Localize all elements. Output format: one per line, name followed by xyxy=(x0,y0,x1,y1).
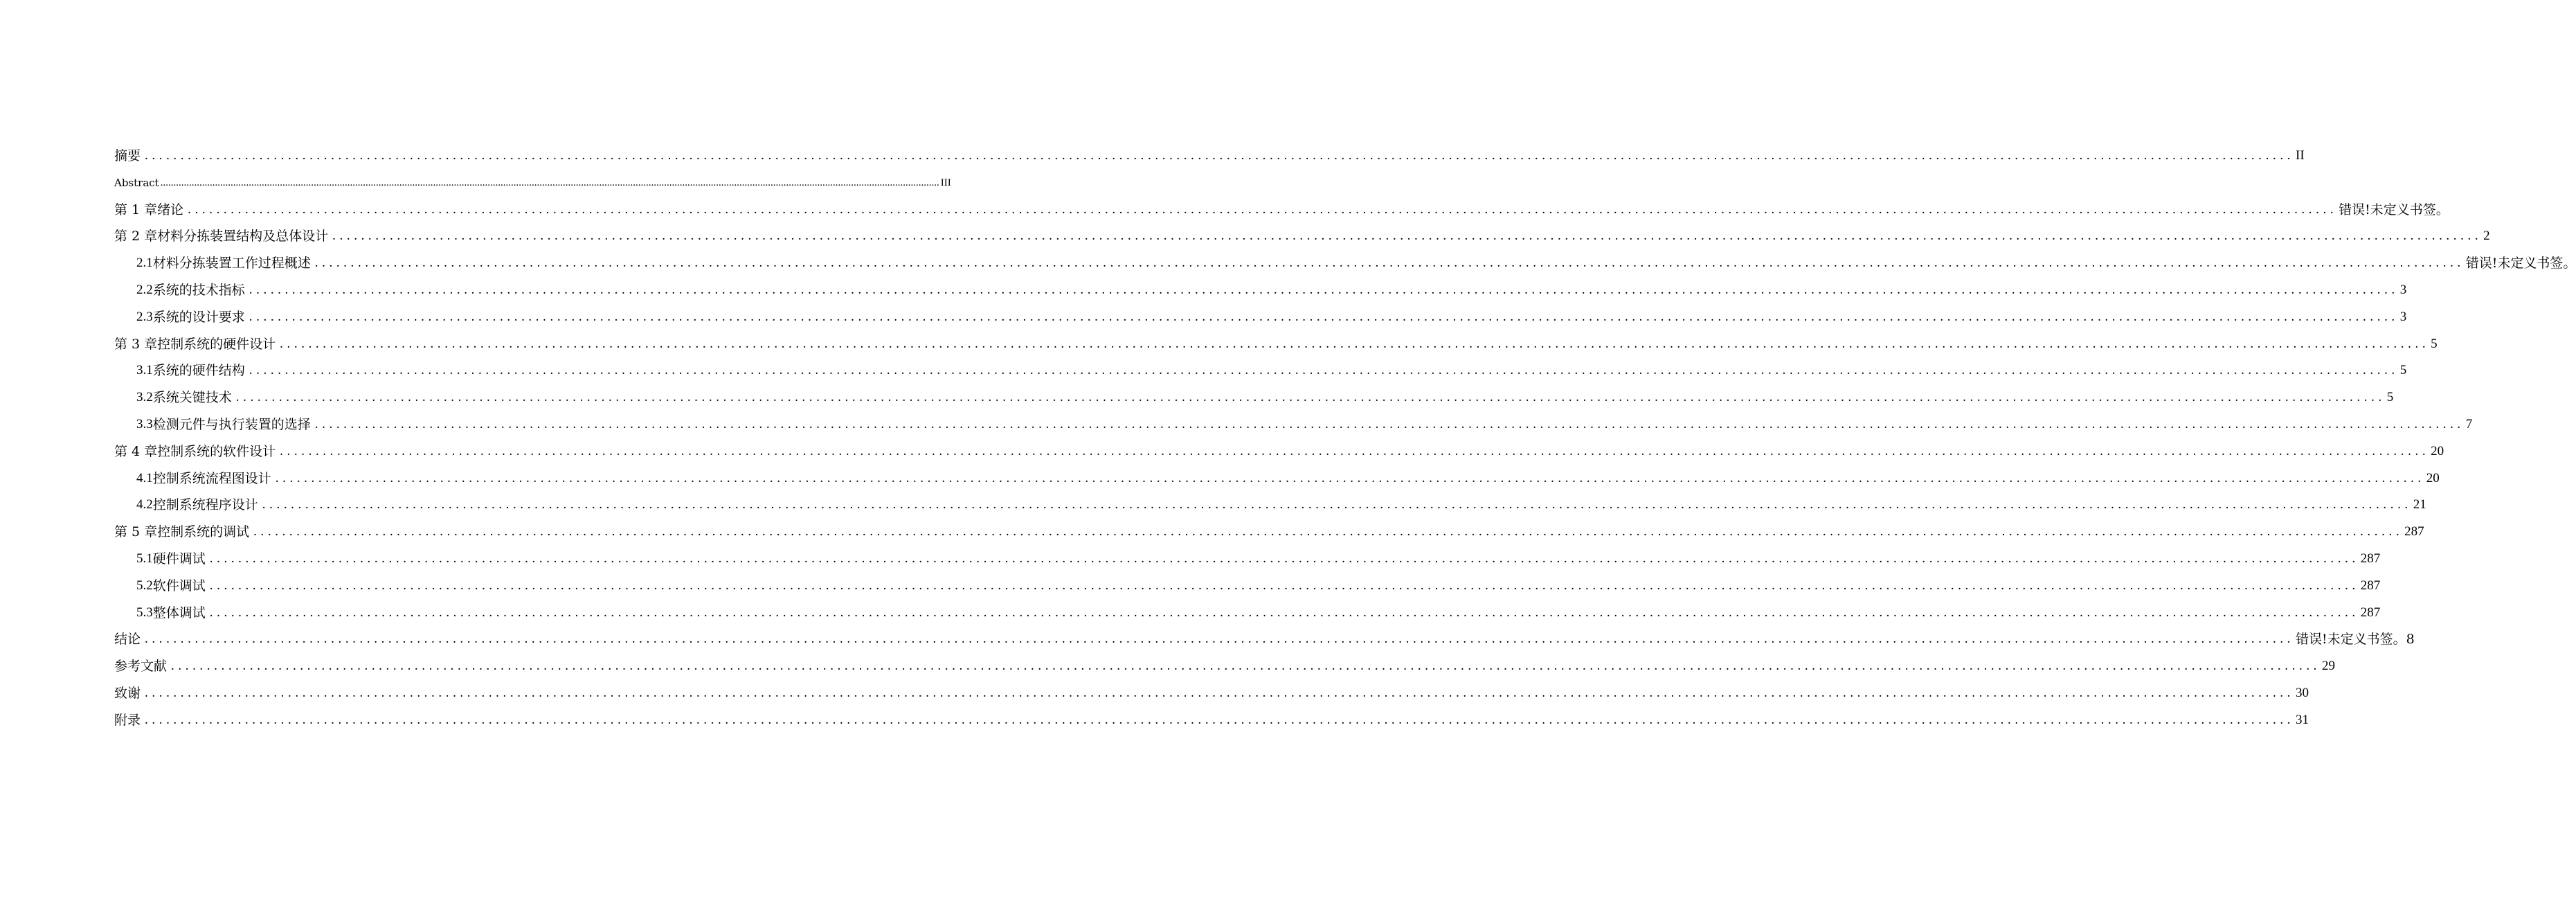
toc-entry[interactable] xyxy=(114,197,2449,224)
toc-entry-page-number: 287 xyxy=(2404,524,2424,539)
toc-entry-title: 控制系统程序设计 xyxy=(152,497,258,513)
toc-entry[interactable] xyxy=(114,492,2426,519)
toc-entry-title: 第 1 章绪论 xyxy=(114,202,184,217)
toc-entry-title: 系统的技术指标 xyxy=(152,282,245,298)
toc-entry-page-number: 2 xyxy=(2483,229,2490,244)
dot-leader: ............................................................................................................................................................................................................................................................................................................ xyxy=(249,309,2399,324)
toc-entry[interactable] xyxy=(114,438,2444,465)
toc-entry-page-number: 7 xyxy=(2465,416,2473,431)
toc-entry-title: 检测元件与执行装置的选择 xyxy=(152,416,311,432)
dot-leader: ............................................................................................................................................................................................................................................................................................................ xyxy=(314,416,2465,431)
toc-entry-title: 系统的硬件结构 xyxy=(152,363,245,379)
toc-entry-title: 附录 xyxy=(114,712,141,728)
toc-entry-number: 5.2 xyxy=(136,578,153,593)
toc-entry-title: 摘要 xyxy=(114,148,141,163)
toc-entry-page-number: III xyxy=(940,177,951,188)
toc-entry-number: 3.3 xyxy=(136,416,153,431)
toc-entry-number: 5.1 xyxy=(136,551,153,566)
toc-entry-page-number: 20 xyxy=(2431,443,2444,458)
toc-entry[interactable] xyxy=(114,600,2381,627)
toc-entry-number: 2.2 xyxy=(136,282,153,297)
toc-entry-title: 系统的设计要求 xyxy=(152,309,245,325)
toc-entry-number: 3.2 xyxy=(136,390,153,405)
dot-leader: ............................................................................................................................................................................................................................................................................................................ xyxy=(332,229,2483,244)
toc-entry-number: 4.2 xyxy=(136,497,153,512)
toc-entry-page-number: II xyxy=(2296,148,2305,163)
toc-entry-title: 致谢 xyxy=(114,685,141,701)
table-of-contents xyxy=(114,143,2576,734)
toc-entry-page-number: 31 xyxy=(2296,712,2309,727)
dot-leader: ............................................................................................................................................................................................................................................................................................................ xyxy=(249,282,2399,297)
toc-entry-number: 4.1 xyxy=(136,470,153,485)
toc-entry[interactable] xyxy=(114,465,2440,492)
toc-entry-title: 参考文献 xyxy=(114,659,168,675)
toc-entry-page-error: 错误!未定义书签。 xyxy=(2465,256,2576,271)
dot-leader: ............................................................................................................................................................................................................................................................................................................ xyxy=(253,524,2404,539)
toc-entry-title: 硬件调试 xyxy=(152,551,206,567)
dot-leader: ............................................................................................................................................................................................................................................................................................................ xyxy=(145,712,2295,727)
toc-entry-title: 材料分拣装置工作过程概述 xyxy=(152,256,311,271)
toc-entry[interactable] xyxy=(114,331,2438,358)
dot-leader: ............................................................................................................................................................................................................................................................................................................ xyxy=(171,659,2321,674)
toc-entry-page-number: 287 xyxy=(2360,605,2381,620)
toc-entry[interactable] xyxy=(114,546,2381,573)
dot-leader: ............................................................................................................................................................................................................................................................................................................ xyxy=(188,202,2338,217)
dot-leader: ............................................................................................................................................................................................................................................................................................................ xyxy=(209,551,2359,566)
toc-entry-title: 控制系统流程图设计 xyxy=(152,470,271,486)
toc-entry-page-number: 21 xyxy=(2413,497,2426,512)
dot-leader: ............................................................................................................................................................................................................................................................................................................ xyxy=(235,390,2386,405)
toc-entry[interactable] xyxy=(114,170,951,197)
toc-entry[interactable] xyxy=(114,653,2336,680)
toc-entry-title: 系统关键技术 xyxy=(152,390,232,406)
toc-entry-page-number: 3 xyxy=(2399,282,2407,297)
toc-entry-title: 整体调试 xyxy=(152,605,206,621)
toc-entry-page-number: 3 xyxy=(2399,309,2407,324)
dot-leader: ............................................................................................................................................................................................................................................................................................................ xyxy=(160,177,939,188)
dot-leader: ............................................................................................................................................................................................................................................................................................................ xyxy=(209,605,2359,620)
toc-entry[interactable] xyxy=(114,223,2490,250)
toc-entry-number: 3.1 xyxy=(136,363,153,378)
dot-leader: ............................................................................................................................................................................................................................................................................................................ xyxy=(249,363,2399,378)
toc-entry-page-number: 5 xyxy=(2399,363,2407,378)
toc-entry[interactable] xyxy=(114,304,2407,331)
toc-entry-title: 第 3 章控制系统的硬件设计 xyxy=(114,336,276,352)
toc-entry-title: 第 2 章材料分拣装置结构及总体设计 xyxy=(114,229,329,244)
toc-entry-title: Abstract xyxy=(114,176,159,189)
toc-entry-page-error: 错误!未定义书签。8 xyxy=(2296,632,2415,648)
toc-entry-page-number: 287 xyxy=(2360,578,2381,593)
dot-leader: ............................................................................................................................................................................................................................................................................................................ xyxy=(280,443,2430,458)
dot-leader: ............................................................................................................................................................................................................................................................................................................ xyxy=(262,497,2412,512)
toc-entry-page-number: 20 xyxy=(2426,470,2440,485)
dot-leader: ............................................................................................................................................................................................................................................................................................................ xyxy=(280,336,2430,351)
toc-entry-page-number: 5 xyxy=(2431,336,2438,351)
toc-entry-title: 第 5 章控制系统的调试 xyxy=(114,524,250,540)
toc-entry-number: 5.3 xyxy=(136,605,153,620)
dot-leader: ............................................................................................................................................................................................................................................................................................................ xyxy=(145,148,2295,163)
dot-leader: ............................................................................................................................................................................................................................................................................................................ xyxy=(145,632,2295,647)
toc-entry-page-error: 错误!未定义书签。 xyxy=(2339,202,2449,217)
toc-entry-title: 结论 xyxy=(114,632,141,648)
toc-entry-page-number: 5 xyxy=(2386,390,2394,405)
toc-entry[interactable] xyxy=(114,680,2309,707)
toc-entry[interactable] xyxy=(114,250,2576,277)
toc-entry[interactable] xyxy=(114,143,2305,170)
toc-entry-page-number: 29 xyxy=(2322,659,2336,674)
toc-entry-number: 2.3 xyxy=(136,309,153,324)
toc-entry[interactable] xyxy=(114,573,2381,600)
toc-entry-page-number: 287 xyxy=(2360,551,2381,566)
toc-entry[interactable] xyxy=(114,626,2415,653)
toc-entry-page-number: 30 xyxy=(2296,685,2309,700)
toc-entry[interactable] xyxy=(114,411,2473,438)
toc-entry-number: 2.1 xyxy=(136,256,153,271)
toc-entry-title: 第 4 章控制系统的软件设计 xyxy=(114,443,276,459)
dot-leader: ............................................................................................................................................................................................................................................................................................................ xyxy=(275,470,2425,485)
toc-entry[interactable] xyxy=(114,707,2309,734)
dot-leader: ............................................................................................................................................................................................................................................................................................................ xyxy=(314,256,2465,271)
toc-entry[interactable] xyxy=(114,357,2407,384)
dot-leader: ............................................................................................................................................................................................................................................................................................................ xyxy=(209,578,2359,593)
toc-entry-title: 软件调试 xyxy=(152,578,206,594)
dot-leader: ............................................................................................................................................................................................................................................................................................................ xyxy=(145,685,2295,700)
toc-entry[interactable] xyxy=(114,384,2394,411)
toc-entry[interactable] xyxy=(114,519,2424,546)
toc-entry[interactable] xyxy=(114,277,2407,304)
